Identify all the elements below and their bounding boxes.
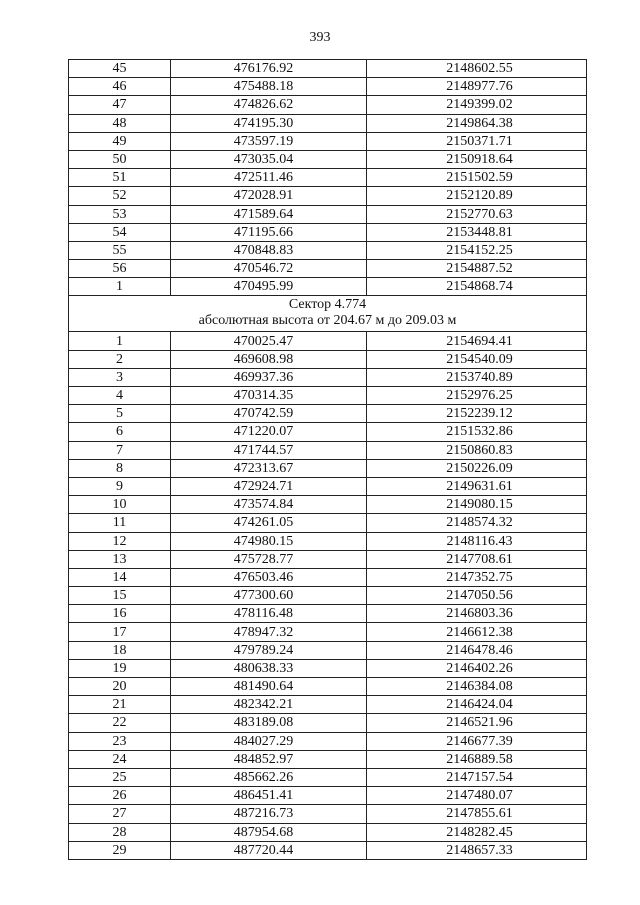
x-coordinate-cell: 471589.64 xyxy=(171,205,367,223)
y-coordinate-cell: 2146384.08 xyxy=(367,678,587,696)
x-coordinate-cell: 487954.68 xyxy=(171,823,367,841)
table-row xyxy=(69,260,587,278)
point-number-cell: 6 xyxy=(69,423,171,441)
table-row xyxy=(69,387,587,405)
y-coordinate-cell: 2150918.64 xyxy=(367,150,587,168)
y-coordinate-cell: 2146402.26 xyxy=(367,659,587,677)
y-coordinate-cell: 2148282.45 xyxy=(367,823,587,841)
table-row xyxy=(69,150,587,168)
x-coordinate-cell: 486451.41 xyxy=(171,787,367,805)
point-number-cell: 51 xyxy=(69,169,171,187)
point-number-cell: 55 xyxy=(69,241,171,259)
table-row xyxy=(69,132,587,150)
x-coordinate-cell: 479789.24 xyxy=(171,641,367,659)
point-number-cell: 24 xyxy=(69,750,171,768)
y-coordinate-cell: 2148116.43 xyxy=(367,532,587,550)
point-number-cell: 52 xyxy=(69,187,171,205)
table-row xyxy=(69,441,587,459)
y-coordinate-cell: 2148602.55 xyxy=(367,60,587,78)
x-coordinate-cell: 471195.66 xyxy=(171,223,367,241)
y-coordinate-cell: 2149864.38 xyxy=(367,114,587,132)
y-coordinate-cell: 2152120.89 xyxy=(367,187,587,205)
point-number-cell: 5 xyxy=(69,405,171,423)
table-row xyxy=(69,568,587,586)
table-row xyxy=(69,60,587,78)
x-coordinate-cell: 485662.26 xyxy=(171,768,367,786)
point-number-cell: 49 xyxy=(69,132,171,150)
x-coordinate-cell: 478116.48 xyxy=(171,605,367,623)
table-row xyxy=(69,550,587,568)
y-coordinate-cell: 2150860.83 xyxy=(367,441,587,459)
table-row xyxy=(69,805,587,823)
point-number-cell: 18 xyxy=(69,641,171,659)
table-row xyxy=(69,423,587,441)
section-header-cell xyxy=(69,296,587,332)
y-coordinate-cell: 2154540.09 xyxy=(367,350,587,368)
x-coordinate-cell: 472924.71 xyxy=(171,477,367,495)
point-number-cell: 12 xyxy=(69,532,171,550)
point-number-cell: 10 xyxy=(69,496,171,514)
x-coordinate-cell: 473574.84 xyxy=(171,496,367,514)
table-row xyxy=(69,823,587,841)
section-subtitle: абсолютная высота от 204.67 м до 209.03 м xyxy=(198,313,457,329)
y-coordinate-cell: 2148657.33 xyxy=(367,841,587,859)
y-coordinate-cell: 2149399.02 xyxy=(367,96,587,114)
point-number-cell: 28 xyxy=(69,823,171,841)
point-number-cell: 56 xyxy=(69,260,171,278)
x-coordinate-cell: 474261.05 xyxy=(171,514,367,532)
x-coordinate-cell: 478947.32 xyxy=(171,623,367,641)
point-number-cell: 9 xyxy=(69,477,171,495)
y-coordinate-cell: 2147480.07 xyxy=(367,787,587,805)
y-coordinate-cell: 2147352.75 xyxy=(367,568,587,586)
point-number-cell: 2 xyxy=(69,350,171,368)
point-number-cell: 7 xyxy=(69,441,171,459)
section-header-row xyxy=(69,296,587,332)
x-coordinate-cell: 474195.30 xyxy=(171,114,367,132)
x-coordinate-cell: 482342.21 xyxy=(171,696,367,714)
x-coordinate-cell: 470546.72 xyxy=(171,260,367,278)
x-coordinate-cell: 470025.47 xyxy=(171,332,367,350)
table-row xyxy=(69,532,587,550)
table-row xyxy=(69,696,587,714)
point-number-cell: 4 xyxy=(69,387,171,405)
point-number-cell: 13 xyxy=(69,550,171,568)
table-row xyxy=(69,114,587,132)
x-coordinate-cell: 484027.29 xyxy=(171,732,367,750)
table-row xyxy=(69,477,587,495)
x-coordinate-cell: 473597.19 xyxy=(171,132,367,150)
y-coordinate-cell: 2147855.61 xyxy=(367,805,587,823)
table-row xyxy=(69,368,587,386)
y-coordinate-cell: 2153740.89 xyxy=(367,368,587,386)
table-row xyxy=(69,732,587,750)
x-coordinate-cell: 473035.04 xyxy=(171,150,367,168)
y-coordinate-cell: 2146803.36 xyxy=(367,605,587,623)
y-coordinate-cell: 2146677.39 xyxy=(367,732,587,750)
point-number-cell: 14 xyxy=(69,568,171,586)
table-row xyxy=(69,78,587,96)
point-number-cell: 25 xyxy=(69,768,171,786)
table-row xyxy=(69,768,587,786)
point-number-cell: 53 xyxy=(69,205,171,223)
table-row xyxy=(69,841,587,859)
y-coordinate-cell: 2152770.63 xyxy=(367,205,587,223)
table-row xyxy=(69,587,587,605)
table-row xyxy=(69,750,587,768)
x-coordinate-cell: 480638.33 xyxy=(171,659,367,677)
table-row xyxy=(69,459,587,477)
table-row xyxy=(69,332,587,350)
table-row xyxy=(69,514,587,532)
y-coordinate-cell: 2147157.54 xyxy=(367,768,587,786)
x-coordinate-cell: 472313.67 xyxy=(171,459,367,477)
y-coordinate-cell: 2154868.74 xyxy=(367,278,587,296)
point-number-cell: 11 xyxy=(69,514,171,532)
y-coordinate-cell: 2148574.32 xyxy=(367,514,587,532)
section-header-group xyxy=(69,296,587,332)
point-number-cell: 26 xyxy=(69,787,171,805)
table-row xyxy=(69,641,587,659)
x-coordinate-cell: 476503.46 xyxy=(171,568,367,586)
point-number-cell: 19 xyxy=(69,659,171,677)
x-coordinate-cell: 475728.77 xyxy=(171,550,367,568)
x-coordinate-cell: 476176.92 xyxy=(171,60,367,78)
table-row xyxy=(69,96,587,114)
y-coordinate-cell: 2146521.96 xyxy=(367,714,587,732)
x-coordinate-cell: 472511.46 xyxy=(171,169,367,187)
point-number-cell: 1 xyxy=(69,278,171,296)
x-coordinate-cell: 474980.15 xyxy=(171,532,367,550)
table-row xyxy=(69,405,587,423)
y-coordinate-cell: 2146478.46 xyxy=(367,641,587,659)
point-number-cell: 47 xyxy=(69,96,171,114)
x-coordinate-cell: 477300.60 xyxy=(171,587,367,605)
table-row xyxy=(69,187,587,205)
table-row xyxy=(69,241,587,259)
page-number: 393 xyxy=(309,30,331,45)
table-row xyxy=(69,678,587,696)
table-body-previous-sector xyxy=(69,60,587,296)
y-coordinate-cell: 2147050.56 xyxy=(367,587,587,605)
point-number-cell: 1 xyxy=(69,332,171,350)
point-number-cell: 48 xyxy=(69,114,171,132)
y-coordinate-cell: 2146612.38 xyxy=(367,623,587,641)
point-number-cell: 8 xyxy=(69,459,171,477)
x-coordinate-cell: 487720.44 xyxy=(171,841,367,859)
point-number-cell: 20 xyxy=(69,678,171,696)
point-number-cell: 27 xyxy=(69,805,171,823)
section-title: Сектор 4.774 xyxy=(288,297,367,313)
table-row xyxy=(69,714,587,732)
y-coordinate-cell: 2152976.25 xyxy=(367,387,587,405)
point-number-cell: 15 xyxy=(69,587,171,605)
y-coordinate-cell: 2151532.86 xyxy=(367,423,587,441)
x-coordinate-cell: 475488.18 xyxy=(171,78,367,96)
x-coordinate-cell: 470848.83 xyxy=(171,241,367,259)
x-coordinate-cell: 469937.36 xyxy=(171,368,367,386)
x-coordinate-cell: 471744.57 xyxy=(171,441,367,459)
y-coordinate-cell: 2148977.76 xyxy=(367,78,587,96)
y-coordinate-cell: 2150371.71 xyxy=(367,132,587,150)
y-coordinate-cell: 2150226.09 xyxy=(367,459,587,477)
table-row xyxy=(69,787,587,805)
table-row xyxy=(69,623,587,641)
x-coordinate-cell: 484852.97 xyxy=(171,750,367,768)
x-coordinate-cell: 481490.64 xyxy=(171,678,367,696)
x-coordinate-cell: 470742.59 xyxy=(171,405,367,423)
point-number-cell: 23 xyxy=(69,732,171,750)
table-row xyxy=(69,605,587,623)
point-number-cell: 45 xyxy=(69,60,171,78)
y-coordinate-cell: 2154152.25 xyxy=(367,241,587,259)
y-coordinate-cell: 2154887.52 xyxy=(367,260,587,278)
coordinates-table xyxy=(68,59,587,860)
point-number-cell: 46 xyxy=(69,78,171,96)
y-coordinate-cell: 2147708.61 xyxy=(367,550,587,568)
point-number-cell: 54 xyxy=(69,223,171,241)
point-number-cell: 22 xyxy=(69,714,171,732)
table-body-sector-4-774 xyxy=(69,332,587,859)
point-number-cell: 21 xyxy=(69,696,171,714)
x-coordinate-cell: 487216.73 xyxy=(171,805,367,823)
table-row xyxy=(69,205,587,223)
table-row xyxy=(69,169,587,187)
table-row xyxy=(69,496,587,514)
y-coordinate-cell: 2146889.58 xyxy=(367,750,587,768)
table-row xyxy=(69,350,587,368)
y-coordinate-cell: 2153448.81 xyxy=(367,223,587,241)
x-coordinate-cell: 474826.62 xyxy=(171,96,367,114)
x-coordinate-cell: 470495.99 xyxy=(171,278,367,296)
y-coordinate-cell: 2149080.15 xyxy=(367,496,587,514)
y-coordinate-cell: 2151502.59 xyxy=(367,169,587,187)
y-coordinate-cell: 2152239.12 xyxy=(367,405,587,423)
y-coordinate-cell: 2146424.04 xyxy=(367,696,587,714)
point-number-cell: 16 xyxy=(69,605,171,623)
y-coordinate-cell: 2149631.61 xyxy=(367,477,587,495)
point-number-cell: 17 xyxy=(69,623,171,641)
point-number-cell: 3 xyxy=(69,368,171,386)
x-coordinate-cell: 471220.07 xyxy=(171,423,367,441)
table-row xyxy=(69,223,587,241)
table-row xyxy=(69,278,587,296)
x-coordinate-cell: 483189.08 xyxy=(171,714,367,732)
table-row xyxy=(69,659,587,677)
point-number-cell: 29 xyxy=(69,841,171,859)
x-coordinate-cell: 472028.91 xyxy=(171,187,367,205)
x-coordinate-cell: 469608.98 xyxy=(171,350,367,368)
y-coordinate-cell: 2154694.41 xyxy=(367,332,587,350)
point-number-cell: 50 xyxy=(69,150,171,168)
x-coordinate-cell: 470314.35 xyxy=(171,387,367,405)
